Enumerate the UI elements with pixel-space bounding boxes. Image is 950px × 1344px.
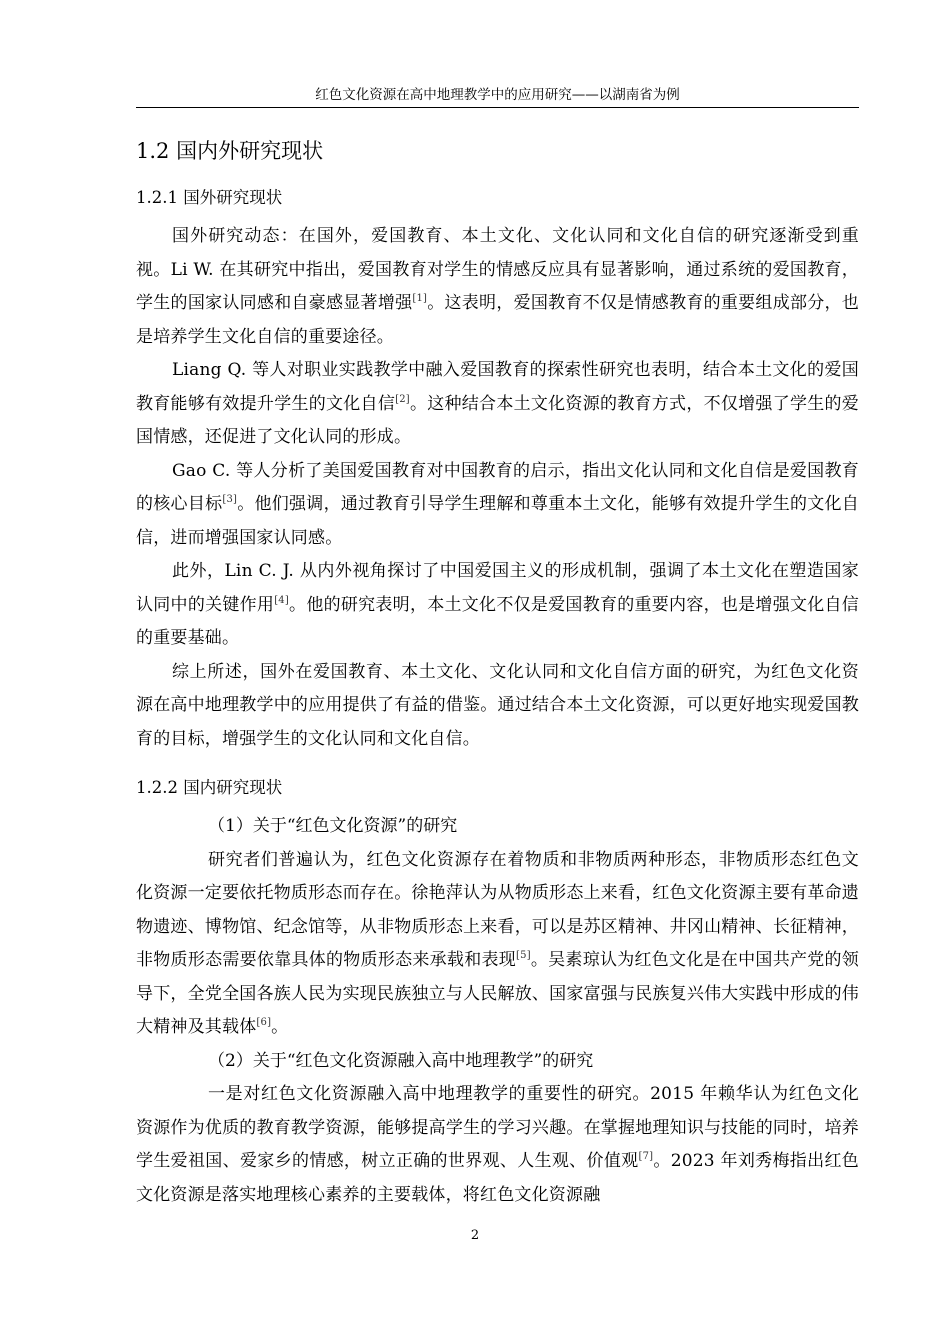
paragraph (136, 220, 859, 354)
paragraph-text: Liang Q. 等人对职业实践教学中融入爱国教育的探索性研究也表明，结合本土文化的爱国教育能够有效提升学生的文化自信 (136, 360, 859, 414)
subsection-title-domestic: 1.2.2 国内研究现状 (136, 778, 283, 797)
running-header (136, 86, 859, 108)
paragraph-text: 。这种结合本土文化资源的教育方式，不仅增强了学生的爱国情感，还促进了文化认同的形成。 (136, 393, 859, 447)
paragraph-text: 。他的研究表明，本土文化不仅是爱国教育的重要内容，也是增强文化自信的重要基础。 (136, 594, 859, 648)
subsection-title-foreign: 1.2.1 国外研究现状 (136, 188, 283, 207)
paragraph (136, 1078, 859, 1212)
citation-ref[interactable]: [4] (274, 594, 289, 606)
paragraph-text: 。吴素琼认为红色文化是在中国共产党的领导下，全党全国各族人民为实现民族独立与人民解放、国家富强与民族复兴伟大实践中形成的伟大精神及其载体 (136, 950, 859, 1037)
citation-ref[interactable]: [3] (222, 494, 238, 505)
paragraph-text: 研究者们普遍认为，红色文化资源存在着物质和非物质两种形态，非物质形态红色文化资源一定要依托物质形态而存在。徐艳萍认为从物质形态上来看，红色文化资源主要有革命遗物遗迹、博物馆、纪念馆等，从非物质形态上来看，可以是苏区精神、井冈山精神、长征精神，非物质形态需要依靠具体的物质形态来承载和表现 (136, 849, 859, 970)
paragraph (136, 844, 859, 1045)
paragraph (136, 354, 859, 455)
citation-ref[interactable]: [2] (395, 393, 410, 405)
list-heading: （1）关于“红色文化资源”的研究 (208, 816, 458, 836)
paragraph-text: 。 (271, 1017, 289, 1037)
paragraph-text: 此外，Lin C. J. 从内外视角探讨了中国爱国主义的形成机制，强调了本土文化在塑造国家认同中的关键作用 (136, 561, 859, 615)
citation-ref[interactable]: [7] (638, 1151, 654, 1162)
page-number: 2 (470, 1228, 480, 1243)
running-title: 红色文化资源在高中地理教学中的应用研究——以湖南省为例 (315, 87, 680, 103)
citation-ref[interactable]: [6] (256, 1017, 272, 1028)
paragraph: 综上所述，国外在爱国教育、本土文化、文化认同和文化自信方面的研究，为红色文化资源在高中地理教学中的应用提供了有益的借鉴。通过结合本土文化资源，可以更好地实现爱国教育的目标，增强学生的文化认同和文化自信。 (136, 661, 859, 749)
paragraph-text: 。2023 年刘秀梅指出红色文化资源是落实地理核心素养的主要载体，将红色文化资源融 (136, 1151, 859, 1205)
page-content (136, 124, 859, 1212)
section-title: 1.2 国内外研究现状 (136, 139, 324, 163)
paragraph-text: 。他们强调，通过教育引导学生理解和尊重本土文化，能够有效提升学生的文化自信，进而增强国家认同感。 (136, 494, 860, 548)
list-heading: （2）关于“红色文化资源融入高中地理教学”的研究 (208, 1050, 594, 1071)
paragraph-text: 国外研究动态：在国外，爱国教育、本土文化、文化认同和文化自信的研究逐渐受到重视。Li W. 在其研究中指出，爱国教育对学生的情感反应具有显著影响，通过系统的爱国教育，学生的国家认同感和自豪感显著增强 (136, 226, 859, 313)
paragraph-text: Gao C. 等人分析了美国爱国教育对中国教育的启示，指出文化认同和文化自信是爱国教育的核心目标 (136, 460, 859, 514)
citation-ref[interactable]: [5] (516, 950, 531, 961)
paragraph-text: 。这表明，爱国教育不仅是情感教育的重要组成部分，也是培养学生文化自信的重要途径。 (136, 293, 860, 347)
paragraph-text: 一是对红色文化资源融入高中地理教学的重要性的研究。2015 年赖华认为红色文化资源作为优质的教育教学资源，能够提高学生的学习兴趣。在掌握地理知识与技能的同时，培养学生爱祖国、爱家乡的情感，树立正确的世界观、人生观、价值观 (136, 1084, 859, 1171)
paragraph (136, 555, 859, 656)
paragraph (136, 455, 859, 556)
citation-ref[interactable]: [1] (412, 293, 428, 304)
